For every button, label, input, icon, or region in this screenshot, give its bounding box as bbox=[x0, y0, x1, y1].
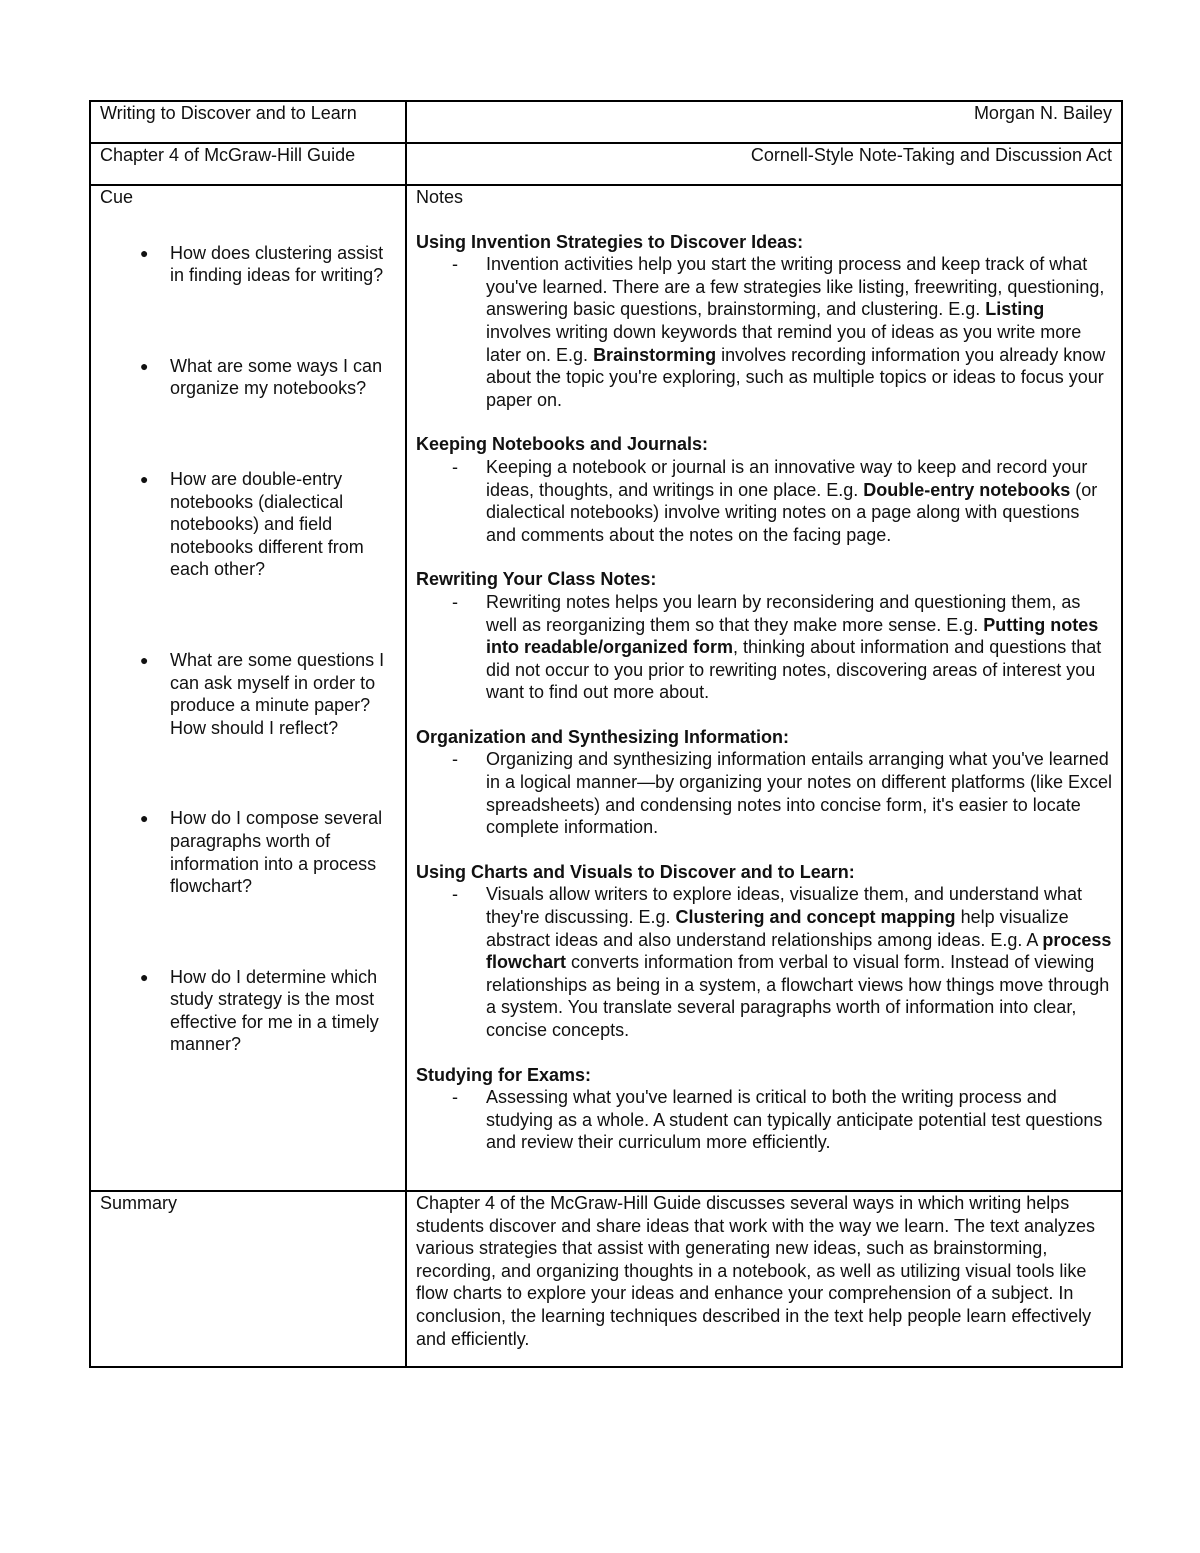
key-term: Listing bbox=[985, 299, 1045, 320]
cue-question: How do I determine which study strategy is the most effective for me in a timely manner? bbox=[170, 966, 379, 1055]
header-row bbox=[90, 101, 1122, 143]
dash-marker: - bbox=[452, 884, 458, 905]
note-text: involves writing down keywords that remind you of ideas as you write more later on. E.g. bbox=[486, 321, 1082, 365]
key-term: process flowchart bbox=[486, 929, 1112, 973]
cue-question: How do I compose several paragraphs worth of information into a process flowchart? bbox=[170, 808, 383, 897]
section-title: Organization and Synthesizing Information: bbox=[416, 726, 790, 747]
note-text: Keeping a notebook or journal is an innovative way to keep and record your ideas, thoughts, and writings in one place. E.g. bbox=[486, 456, 1088, 500]
section-title: Using Invention Strategies to Discover Ideas: bbox=[416, 231, 804, 252]
note-entry bbox=[416, 456, 1112, 546]
notes-section bbox=[416, 726, 1112, 839]
bullet-icon: ● bbox=[140, 470, 149, 487]
bullet-icon: ● bbox=[140, 244, 149, 261]
bullet-icon: ● bbox=[140, 810, 149, 827]
cue-notes-row bbox=[90, 185, 1122, 1191]
note-entry bbox=[416, 591, 1112, 704]
cue-heading: Cue bbox=[100, 187, 134, 207]
notes-column bbox=[406, 185, 1122, 1191]
note-text: (or dialectical notebooks) involve writing notes on a page along with questions and comments about the notes on the facing page. bbox=[486, 479, 1098, 545]
note-text: involves recording information you already know about the topic you're exploring, such as multiple topics or ideas to focus your paper on. bbox=[486, 344, 1106, 410]
notes-section bbox=[416, 568, 1112, 704]
notes-section bbox=[416, 1064, 1112, 1154]
summary-text: Chapter 4 of the McGraw-Hill Guide discusses several ways in which writing helps students discover and share ideas that work with the way we learn. The text analyzes various strategies that assist with generating new ideas, such as brainstorming, recording, and organizing thoughts in a notebook, as well as utilizing visual tools like flow charts to explore your ideas and enhance your comprehension of a subject. In conclusion, the learning techniques described in the text help people learn effectively and efficiently. bbox=[406, 1191, 1122, 1367]
activity-label: Cornell-Style Note-Taking and Discussion Act bbox=[406, 143, 1122, 185]
note-text: converts information from verbal to visual form. Instead of viewing relationships as being in a system, a flowchart views how things move through a system. You translate several paragraphs worth of information into clear, concise concepts. bbox=[486, 952, 1110, 1040]
key-term: Brainstorming bbox=[593, 344, 717, 365]
cue-question: How does clustering assist in finding ideas for writing? bbox=[170, 242, 384, 286]
author-name: Morgan N. Bailey bbox=[406, 101, 1122, 143]
dash-marker: - bbox=[452, 254, 458, 275]
cue-question: How are double-entry notebooks (dialectical notebooks) and field notebooks different from each other? bbox=[170, 468, 364, 580]
section-title: Studying for Exams: bbox=[416, 1064, 592, 1085]
cue-item bbox=[100, 468, 396, 581]
dash-marker: - bbox=[452, 749, 458, 770]
summary-heading: Summary bbox=[90, 1191, 406, 1367]
bullet-icon: ● bbox=[140, 968, 149, 985]
cue-list bbox=[100, 242, 396, 1056]
key-term: Clustering and concept mapping bbox=[675, 907, 956, 928]
section-title: Keeping Notebooks and Journals: bbox=[416, 434, 709, 455]
bullet-icon: ● bbox=[140, 357, 149, 374]
note-entry bbox=[416, 253, 1112, 411]
cue-item bbox=[100, 355, 396, 400]
cue-question: What are some questions I can ask myself in order to produce a minute paper? How should I reflect? bbox=[170, 649, 385, 738]
note-text: help visualize abstract ideas and also understand relationships among ideas. E.g. A bbox=[486, 907, 1069, 950]
summary-row bbox=[90, 1191, 1122, 1367]
notes-section bbox=[416, 231, 1112, 412]
note-entry bbox=[416, 748, 1112, 838]
dash-marker: - bbox=[452, 591, 458, 612]
dash-marker: - bbox=[452, 1087, 458, 1108]
note-text: Organizing and synthesizing information entails arranging what you've learned in a logical manner—by organizing your notes on different platforms (like Excel spreadsheets) and condensing notes into concise form, it's easier to locate complete information. bbox=[486, 749, 1112, 838]
key-term: Putting notes into readable/organized form bbox=[486, 614, 1099, 658]
cue-column bbox=[90, 185, 406, 1191]
cue-question: What are some ways I can organize my notebooks? bbox=[170, 355, 383, 399]
note-text: Rewriting notes helps you learn by reconsidering and questioning them, as well as reorganizing them so that they make more sense. E.g. bbox=[486, 591, 1081, 635]
notes-heading: Notes bbox=[416, 187, 464, 207]
note-text: , thinking about information and questions that did not occur to you prior to rewriting notes, discovering areas of interest you want to find out more about. bbox=[486, 637, 1102, 703]
subheader-row bbox=[90, 143, 1122, 185]
chapter-label: Chapter 4 of McGraw-Hill Guide bbox=[90, 143, 406, 185]
notes-section bbox=[416, 433, 1112, 546]
bullet-icon: ● bbox=[140, 651, 149, 668]
note-entry bbox=[416, 883, 1112, 1041]
section-title: Using Charts and Visuals to Discover and to Learn: bbox=[416, 861, 855, 882]
cornell-notes-table bbox=[89, 100, 1123, 1368]
cue-item bbox=[100, 966, 396, 1056]
dash-marker: - bbox=[452, 456, 458, 477]
document-title: Writing to Discover and to Learn bbox=[90, 101, 406, 143]
cue-item bbox=[100, 649, 396, 739]
section-title: Rewriting Your Class Notes: bbox=[416, 569, 657, 590]
cue-item bbox=[100, 242, 396, 287]
notes-section bbox=[416, 861, 1112, 1042]
key-term: Double-entry notebooks bbox=[863, 479, 1071, 500]
note-entry bbox=[416, 1086, 1112, 1154]
note-text: Visuals allow writers to explore ideas, visualize them, and understand what they're discussing. E.g. bbox=[486, 884, 1082, 928]
note-text: Assessing what you've learned is critical to both the writing process and studying as a whole. A student can typically anticipate potential test questions and review their curriculum more efficiently. bbox=[486, 1087, 1103, 1153]
note-text: Invention activities help you start the writing process and keep track of what you've learned. There are a few strategies like listing, freewriting, questioning, answering basic questions, brainstorming, and clustering. E.g. bbox=[486, 254, 1105, 320]
cue-item bbox=[100, 807, 396, 897]
